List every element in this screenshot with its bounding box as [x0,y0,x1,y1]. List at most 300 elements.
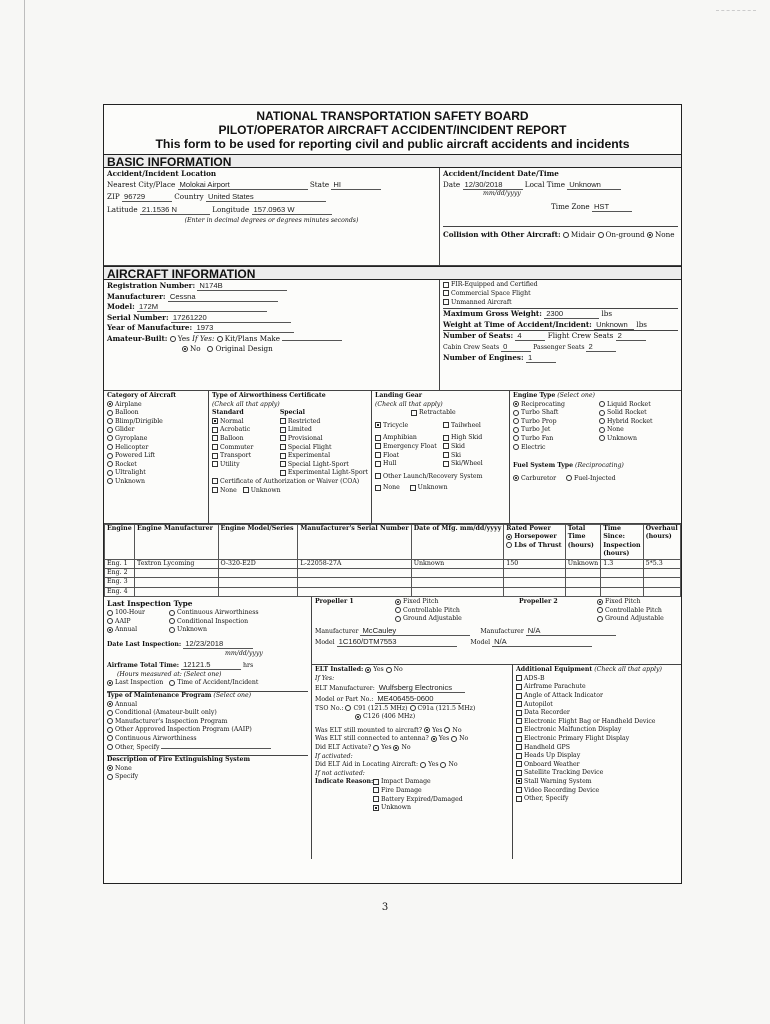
manufacturer-label: Manufacturer: [107,291,166,301]
equip-weather-label: Onboard Weather [524,760,580,768]
gear-tricycle-label: Tricycle [383,421,409,429]
eng-solid-rocket-label: Solid Rocket [607,409,647,417]
make-field[interactable] [282,340,342,341]
cat-airplane-radio[interactable] [107,401,113,407]
cell-engine: Eng. 3 [105,578,135,587]
elt-aid-no-radio[interactable] [440,762,446,768]
reason-battery-checkbox[interactable] [373,796,379,802]
eng-unknown-label: Unknown [607,434,637,442]
std-transport-label: Transport [220,452,252,460]
elt-if-activated: If activated: [315,752,353,760]
airworthiness-note: (Check all that apply) [212,400,280,408]
engine-type-label: Engine Type [513,392,556,399]
prop1-mfr-field[interactable]: McCauley [360,626,470,636]
eng-reciprocating-radio[interactable] [513,401,519,407]
horsepower-radio[interactable] [506,534,512,540]
std-commuter-checkbox[interactable] [212,444,218,450]
sp-exp-light-sport-checkbox[interactable] [280,470,286,476]
prop2-controllable-radio[interactable] [597,607,603,613]
engines-count-field[interactable]: 1 [526,353,556,363]
local-time-field[interactable]: Unknown [567,180,621,190]
elt-connected-no-radio[interactable] [451,736,457,742]
maint-conditional-label: Conditional (Amateur-built only) [115,709,217,717]
elt-connected-yes-radio[interactable] [431,736,437,742]
elt-aid-yes-radio[interactable] [420,762,426,768]
passenger-seats-field[interactable]: 2 [586,342,616,352]
cell-manufacturer[interactable] [135,587,218,596]
maint-annual-label: Annual [115,700,138,708]
year-label: Year of Manufacture: [107,323,193,332]
cat-powered-lift-radio[interactable] [107,453,113,459]
cell-power[interactable]: 150 [504,559,565,568]
sp-limited-label: Limited [287,426,312,434]
cell-model[interactable] [218,578,298,587]
last-inspection-date-field[interactable]: 12/23/2018 [183,639,253,649]
cat-balloon-radio[interactable] [107,410,113,416]
col-since-overhaul: Overhaul (hours) [643,525,680,560]
eng-electric-label: Electric [521,443,546,451]
commercial-space-label: Commercial Space Flight [451,289,531,297]
cell-power[interactable] [504,587,565,596]
original-design-radio[interactable] [207,346,213,352]
retractable-checkbox[interactable] [411,410,417,416]
inspection-block [104,597,312,859]
equip-stall-warning-checkbox[interactable] [516,778,522,784]
sp-exp-light-sport-label: Experimental Light-Sport [287,469,368,477]
equipment-label: Additional Equipment [516,666,593,674]
elt-activate-no-label: No [401,744,411,751]
cell-engine: Eng. 2 [105,569,135,578]
fire-specify-radio[interactable] [107,774,113,780]
coa-checkbox[interactable] [212,478,218,484]
cell-inspection[interactable] [601,578,643,587]
reason-unknown-label: Unknown [381,804,411,812]
maint-other-radio[interactable] [107,744,113,750]
gear-ski-checkbox[interactable] [443,452,449,458]
maintenance-program-note: (Select one) [213,692,252,699]
cell-serial[interactable] [298,587,411,596]
cat-rocket-label: Rocket [115,460,137,468]
seats-field[interactable]: 4 [515,331,545,341]
cell-date[interactable] [411,587,504,596]
gear-skid-checkbox[interactable] [443,443,449,449]
table-row [105,569,681,578]
std-acrobatic-checkbox[interactable] [212,427,218,433]
landing-gear-label: Landing Gear [375,392,423,399]
serial-field[interactable]: 17261220 [171,313,291,323]
year-field[interactable]: 1973 [194,323,294,333]
gear-ski-wheel-checkbox[interactable] [443,461,449,467]
cell-inspection[interactable] [601,587,643,596]
cabin-crew-label: Cabin Crew Seats [443,343,500,351]
amateur-yes-label: Yes [177,333,190,343]
elt-activate-no-radio[interactable] [393,745,399,751]
tso-c91-radio[interactable] [345,705,351,711]
col-engine-manufacturer: Engine Manufacturer [135,525,218,560]
cell-total-time[interactable]: Unknown [565,559,600,568]
prop2-fixed-label: Fixed Pitch [605,598,641,606]
prop2-fixed-radio[interactable] [597,599,603,605]
coa-none-checkbox[interactable] [212,487,218,493]
eng-turbo-fan-radio[interactable] [513,435,519,441]
cell-inspection[interactable] [601,569,643,578]
eng-liquid-rocket-radio[interactable] [599,401,605,407]
local-time-label: Local Time [524,179,565,189]
equip-aoa-checkbox[interactable] [516,693,522,699]
equip-parachute-checkbox[interactable] [516,684,522,690]
serial-label: Serial Number: [107,312,169,322]
measured-accident-radio[interactable] [169,680,175,686]
weight-at-time-field[interactable]: Unknown [594,320,634,330]
elt-connected-yes-label: Yes [438,735,450,743]
form-title-report: PILOT/OPERATOR AIRCRAFT ACCIDENT/INCIDENT REPORT [218,123,567,137]
engine-table [104,524,681,597]
std-acrobatic-label: Acrobatic [220,426,251,434]
eng-none-label: None [607,426,624,434]
std-transport-checkbox[interactable] [212,453,218,459]
elt-no-radio[interactable] [386,667,392,673]
max-gross-weight-label: Maximum Gross Weight: [443,309,542,319]
eng-turbo-prop-radio[interactable] [513,418,519,424]
equip-weather-checkbox[interactable] [516,761,522,767]
fir-equipped-checkbox[interactable] [443,282,449,288]
cell-model[interactable] [218,569,298,578]
eng-reciprocating-label: Reciprocating [521,400,565,408]
equip-malfunction-display-label: Electronic Malfunction Display [524,726,622,734]
elt-activate-question: Did ELT Activate? [315,744,372,751]
maint-annual-radio[interactable] [107,701,113,707]
insp-unknown-radio[interactable] [169,627,175,633]
equip-hud-label: Heads Up Display [524,752,581,760]
table-row [105,578,681,587]
maint-conditional-radio[interactable] [107,710,113,716]
city-field[interactable]: Molokai Airport [178,180,308,190]
datetime-block [440,168,681,265]
eng-none-radio[interactable] [599,427,605,433]
gear-emergency-float-checkbox[interactable] [375,443,381,449]
city-label: Nearest City/Place [107,179,176,189]
sp-special-flight-checkbox[interactable] [280,444,286,450]
reason-unknown-checkbox[interactable] [373,805,379,811]
elt-aid-question: Did ELT Aid in Locating Aircraft: [315,761,419,769]
elt-mfr-field[interactable]: Wulfsberg Electronics [377,683,465,693]
maint-manufacturer-radio[interactable] [107,718,113,724]
cat-unknown-radio[interactable] [107,478,113,484]
prop1-ground-radio[interactable] [395,616,401,622]
equip-satellite-checkbox[interactable] [516,770,522,776]
datetime-label: Accident/Incident Date/Time [443,169,559,178]
gear-other-checkbox[interactable] [375,473,381,479]
std-balloon-label: Balloon [220,434,244,442]
collision-none-label: None [654,230,675,240]
gear-skid-label: Skid [451,442,465,450]
reason-fire-checkbox[interactable] [373,787,379,793]
cell-manufacturer[interactable]: Textron Lycoming [135,559,218,568]
equip-other-checkbox[interactable] [516,796,522,802]
gear-tricycle-checkbox[interactable] [375,422,381,428]
insp-continuous-radio[interactable] [169,610,175,616]
elt-yes-radio[interactable] [365,667,371,673]
form-title-purpose: This form to be used for reporting civil and public aircraft accidents and incidents [155,137,630,151]
prop1-model-field[interactable]: 1C160/DTM7553 [337,637,457,647]
cat-blimp-radio[interactable] [107,418,113,424]
standard-label: Standard [212,409,244,417]
cell-model[interactable] [218,587,298,596]
thrust-label: Lbs of Thrust [514,541,562,549]
cell-power[interactable] [504,569,565,578]
propeller-1-label: Propeller 1 [315,598,354,606]
timezone-field[interactable]: HST [592,202,632,212]
gear-hull-checkbox[interactable] [375,461,381,467]
gear-ski-label: Ski [451,451,461,459]
airframe-total-field[interactable]: 12121.5 [181,660,241,670]
amateur-no-radio[interactable] [182,346,188,352]
page-edge-line [24,0,25,1024]
measured-last-inspection-radio[interactable] [107,680,113,686]
category-block [104,391,209,523]
cell-manufacturer[interactable] [135,578,218,587]
eng-turbo-shaft-radio[interactable] [513,410,519,416]
unmanned-checkbox[interactable] [443,299,449,305]
zip-field[interactable]: 96729 [122,192,172,202]
sp-provisional-checkbox[interactable] [280,435,286,441]
state-field[interactable]: HI [331,180,381,190]
cell-total-time[interactable] [565,578,600,587]
prop1-controllable-radio[interactable] [395,607,401,613]
eng-turbo-prop-label: Turbo Prop [521,417,557,425]
model-field[interactable]: 172M [137,302,267,312]
cell-overhaul[interactable]: 5*5.3 [643,559,680,568]
kit-plans-radio[interactable] [217,336,223,342]
gear-float-checkbox[interactable] [375,452,381,458]
eng-turbo-jet-radio[interactable] [513,427,519,433]
insp-conditional-radio[interactable] [169,618,175,624]
sp-limited-checkbox[interactable] [280,427,286,433]
cat-airplane-label: Airplane [115,400,142,408]
fire-none-radio[interactable] [107,765,113,771]
elt-activate-yes-radio[interactable] [373,745,379,751]
eng-turbo-shaft-label: Turbo Shaft [521,409,559,417]
tso-label: TSO No.: [315,704,344,712]
ntsb-form [103,104,682,884]
maint-aaip-radio[interactable] [107,727,113,733]
elt-mfr-label: ELT Manufacturer: [315,685,375,693]
cell-model[interactable]: O-320-E2D [218,559,298,568]
eng-unknown-radio[interactable] [599,435,605,441]
manufacturer-field[interactable]: Cessna [168,292,278,302]
equip-aoa-label: Angle of Attack Indicator [524,692,603,700]
eng-hybrid-rocket-radio[interactable] [599,418,605,424]
propeller-2-label: Propeller 2 [519,598,558,606]
equip-hud-checkbox[interactable] [516,753,522,759]
aircraft-info-row [104,280,681,391]
sp-restricted-checkbox[interactable] [280,418,286,424]
tso-c91-label: C91 (121.5 MHz) [353,704,408,712]
gear-high-skid-checkbox[interactable] [443,435,449,441]
latitude-field[interactable]: 21.1536 N [140,205,210,215]
prop2-model-field[interactable]: N/A [492,637,592,647]
collision-midair-radio[interactable] [563,232,569,238]
cell-inspection[interactable]: 1.3 [601,559,643,568]
col-total-time: Total Time (hours) [565,525,600,560]
landing-gear-note: (Check all that apply) [375,400,443,408]
fuel-carburetor-radio[interactable] [513,475,519,481]
commercial-space-checkbox[interactable] [443,290,449,296]
weight-at-time-label: Weight at Time of Accident/Incident: [443,319,592,329]
col-date-of-mfg: Date of Mfg. mm/dd/yyyy [411,525,504,560]
elt-model-field[interactable]: ME406455-0600 [375,694,461,704]
prop2-mfr-field[interactable]: N/A [526,626,616,636]
elt-if-not-activated: If not activated: [315,769,365,777]
mgw-unit: lbs [601,309,613,319]
col-engine: Engine [105,525,135,560]
gear-high-skid-label: High Skid [451,434,483,442]
prop1-controllable-label: Controllable Pitch [403,606,460,614]
equip-efb-checkbox[interactable] [516,718,522,724]
elt-mounted-yes-radio[interactable] [424,727,430,733]
location-block [104,168,440,265]
hours-measured-note: (Hours measured at: (Select one) [117,670,222,678]
collision-none-radio[interactable] [647,232,653,238]
prop2-ground-radio[interactable] [597,616,603,622]
cell-total-time[interactable] [565,587,600,596]
maint-other-field[interactable] [161,748,271,749]
scan-mark [716,10,756,11]
fuel-carburetor-label: Carburetor [521,474,557,482]
sp-provisional-label: Provisional [287,434,323,442]
std-normal-checkbox[interactable] [212,418,218,424]
insp-annual-radio[interactable] [107,627,113,633]
std-balloon-checkbox[interactable] [212,435,218,441]
engine-table-header [105,525,681,560]
insp-continuous-label: Continuous Airworthiness [177,609,259,617]
date-field[interactable]: 12/30/2018 [463,180,523,190]
fuel-injected-radio[interactable] [566,475,572,481]
cell-date[interactable]: Unknown [411,559,504,568]
sp-light-sport-checkbox[interactable] [280,461,286,467]
elt-connected-no-label: No [459,735,469,743]
tso-c91a-radio[interactable] [410,705,416,711]
gear-tailwheel-label: Tailwheel [451,421,481,429]
equip-pfd-checkbox[interactable] [516,736,522,742]
measured-accident-label: Time of Accident/Incident [177,679,259,687]
thrust-radio[interactable] [506,542,512,548]
cell-overhaul[interactable] [643,578,680,587]
flight-crew-field[interactable]: 2 [616,331,646,341]
prop1-fixed-radio[interactable] [395,599,401,605]
form-title-agency: NATIONAL TRANSPORTATION SAFETY BOARD [256,109,529,123]
last-inspection-date-label: Date Last Inspection: [107,641,182,649]
cell-date[interactable] [411,578,504,587]
equip-gps-checkbox[interactable] [516,744,522,750]
equip-other-label: Other, Specify [524,795,569,803]
cat-glider-radio[interactable] [107,427,113,433]
cell-serial[interactable] [298,578,411,587]
max-gross-weight-field[interactable]: 2300 [544,309,599,319]
cat-balloon-label: Balloon [115,409,139,417]
std-utility-checkbox[interactable] [212,461,218,467]
insp-aaip-radio[interactable] [107,618,113,624]
equip-parachute-label: Airframe Parachute [524,683,586,691]
equip-malfunction-display-checkbox[interactable] [516,727,522,733]
eng-electric-radio[interactable] [513,444,519,450]
gear-ski-wheel-label: Ski/Wheel [451,460,483,468]
reason-impact-checkbox[interactable] [373,779,379,785]
cell-total-time[interactable] [565,569,600,578]
elt-block [312,665,513,859]
cell-manufacturer[interactable] [135,569,218,578]
fuel-injected-label: Fuel-Injected [573,474,616,482]
retractable-label: Retractable [419,409,456,417]
cat-gyroplane-radio[interactable] [107,435,113,441]
timezone-label: Time Zone [551,201,590,211]
cell-overhaul[interactable] [643,569,680,578]
eng-solid-rocket-radio[interactable] [599,410,605,416]
elt-no-label: No [393,666,403,674]
fuel-system-note: (Reciprocating) [575,462,624,470]
insp-annual-label: Annual [115,626,138,634]
airframe-unit: hrs [243,662,254,670]
cell-engine: Eng. 1 [105,559,135,568]
cat-helicopter-label: Helicopter [115,443,149,451]
aircraft-information-header: AIRCRAFT INFORMATION [104,266,681,280]
gear-unknown-checkbox[interactable] [410,485,416,491]
maint-continuous-radio[interactable] [107,735,113,741]
cat-rocket-radio[interactable] [107,461,113,467]
gear-none-checkbox[interactable] [375,485,381,491]
longitude-field[interactable]: 157.0963 W [252,205,332,215]
collision-label: Collision with Other Aircraft: [443,230,561,240]
wt-unit: lbs [636,319,647,329]
cabin-crew-field[interactable]: 0 [501,342,531,352]
elt-aid-yes-label: Yes [428,761,439,769]
equip-ads-b-checkbox[interactable] [516,675,522,681]
cat-ultralight-label: Ultralight [115,469,146,477]
prop1-mfr-label: Manufacturer [315,628,359,636]
cell-power[interactable] [504,578,565,587]
registration-field[interactable]: N174B [197,281,287,291]
coa-unknown-checkbox[interactable] [243,487,249,493]
tso-c126-radio[interactable] [355,714,361,720]
equip-video-checkbox[interactable] [516,787,522,793]
amateur-yes-radio[interactable] [170,336,176,342]
eng-turbo-fan-label: Turbo Fan [521,434,554,442]
collision-onground-radio[interactable] [598,232,604,238]
elt-mounted-no-radio[interactable] [444,727,450,733]
engine-type-block [510,391,681,523]
cell-overhaul[interactable] [643,587,680,596]
date-label: Date [443,179,461,189]
equip-autopilot-checkbox[interactable] [516,701,522,707]
country-label: Country [174,192,204,201]
country-field[interactable]: United States [206,192,326,202]
equip-data-recorder-checkbox[interactable] [516,710,522,716]
sp-experimental-checkbox[interactable] [280,453,286,459]
gear-amphibian-checkbox[interactable] [375,435,381,441]
cell-serial[interactable] [298,569,411,578]
elt-mounted-question: Was ELT still mounted to aircraft? [315,726,423,734]
engine-type-note: (Select one) [557,392,595,399]
cell-serial[interactable]: L-22058-27A [298,559,411,568]
cat-helicopter-radio[interactable] [107,444,113,450]
elt-mounted-no-label: No [452,726,462,734]
col-serial-number: Manufacturer's Serial Number [298,525,411,560]
insp-100-hour-radio[interactable] [107,610,113,616]
cell-date[interactable] [411,569,504,578]
std-utility-label: Utility [220,460,240,468]
gear-tailwheel-checkbox[interactable] [443,422,449,428]
cat-ultralight-radio[interactable] [107,470,113,476]
